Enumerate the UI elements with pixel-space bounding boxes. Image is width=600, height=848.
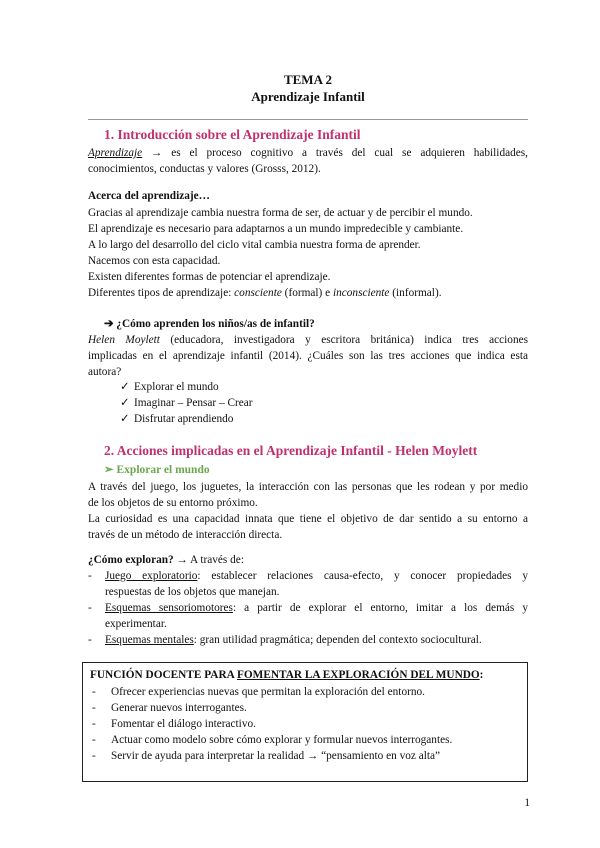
box-item xyxy=(92,717,532,732)
dash-bullet: - xyxy=(92,734,96,746)
dash-bullet: - xyxy=(92,702,96,714)
tipos-suffix: (informal). xyxy=(389,287,442,299)
dash-bullet: - xyxy=(92,718,96,730)
box-title xyxy=(90,668,530,683)
bullet-text: : gran utilidad pragmática; dependen del contexto sociocultural. xyxy=(193,634,482,646)
box-item xyxy=(92,701,532,716)
box-item xyxy=(92,733,532,748)
definition-term: Aprendizaje xyxy=(88,147,143,159)
como-question: ¿Cómo exploran? xyxy=(88,554,174,566)
box-item xyxy=(92,749,532,764)
definition-line-2: conocimientos, conductas y valores (Grosss, 2012). xyxy=(88,163,321,175)
box-item-text: Actuar como modelo sobre cómo explorar y formular nuevos interrogantes. xyxy=(111,734,453,746)
moylett-line-1 xyxy=(88,333,528,348)
definition-text-1: es el proceso cognitivo a través del cual se adquieren habilidades, xyxy=(171,147,528,159)
box-title-underlined: FOMENTAR LA EXPLORACIÓN DEL MUNDO xyxy=(236,669,480,681)
acerca-line: A lo largo del desarrollo del ciclo vital cambia nuestra forma de aprender. xyxy=(88,239,421,251)
tipos-prefix: Diferentes tipos de aprendizaje: xyxy=(88,287,235,299)
box-title-prefix: FUNCIÓN DOCENTE PARA xyxy=(90,669,237,681)
box-item-text: Fomentar el diálogo interactivo. xyxy=(111,718,256,730)
box-item-text: Ofrecer experiencias nuevas que permitan la exploración del entorno. xyxy=(111,686,425,698)
box-item xyxy=(92,685,532,700)
subsection-heading xyxy=(104,462,210,476)
page-number: 1 xyxy=(524,797,530,809)
action-item xyxy=(120,380,560,395)
moylett-text-1: (educadora, investigadora y escritora británica) indica tres acciones xyxy=(170,334,528,346)
bullet-continuation: respuestas de los objetos que manejan. xyxy=(105,586,280,598)
acerca-line: Gracias al aprendizaje cambia nuestra forma de ser, de actuar y de percibir el mundo. xyxy=(88,207,473,219)
bullet-item xyxy=(88,601,528,616)
dash-bullet: - xyxy=(88,634,92,646)
box-item-text: Servir de ayuda para interpretar la realidad → “pensamiento en voz alta” xyxy=(111,750,441,762)
bullet-item xyxy=(88,569,528,584)
definition-line-1 xyxy=(88,146,528,161)
topic-title: TEMA 2 xyxy=(283,72,333,87)
moylett-name: Helen Moylett xyxy=(88,334,160,346)
moylett-line-3: autora? xyxy=(88,366,122,378)
dash-bullet: - xyxy=(92,750,96,762)
header-divider xyxy=(88,119,528,120)
dash-bullet: - xyxy=(88,570,92,582)
acerca-line: El aprendizaje es necesario para adaptarnos a un mundo impredecible y cambiante. xyxy=(88,223,464,235)
bullet-item xyxy=(88,633,528,648)
dash-bullet: - xyxy=(92,686,96,698)
question-line xyxy=(104,317,544,332)
bullet-text: : a partir de explorar el entorno, imitar a los demás y xyxy=(232,602,528,614)
question-text: ¿Cómo aprenden los niños/as de infantil? xyxy=(116,318,315,330)
tipos-mid: (formal) e xyxy=(281,287,333,299)
action-label: Imaginar – Pensar – Crear xyxy=(134,397,253,409)
action-item xyxy=(120,396,560,411)
para2-line-2: través de un método de interacción directa. xyxy=(88,529,283,541)
action-label: Disfrutar aprendiendo xyxy=(134,413,234,425)
como-line xyxy=(88,553,528,568)
section-2-heading: 2. Acciones implicadas en el Aprendizaje Infantil - Helen Moylett xyxy=(104,443,478,458)
bullet-continuation: experimentar. xyxy=(105,618,167,630)
box-title-suffix: : xyxy=(479,669,484,681)
action-item xyxy=(120,412,560,427)
bullet-term: Juego exploratorio xyxy=(105,570,198,582)
moylett-line-2: implicadas en el aprendizaje infantil (2014). ¿Cuáles son las tres acciones que indica esta xyxy=(88,350,528,362)
tipos-consciente: consciente xyxy=(234,287,282,299)
bullet-text: : establecer relaciones causa-efecto, y conocer propiedades y xyxy=(197,570,528,582)
acerca-title: Acerca del aprendizaje… xyxy=(88,190,210,202)
topic-subtitle: Aprendizaje Infantil xyxy=(251,89,365,104)
arrow-icon: ➔ xyxy=(104,318,114,330)
acerca-line: Nacemos con esta capacidad. xyxy=(88,255,221,267)
check-icon: ✓ xyxy=(120,413,130,425)
para1-line-2: de los objetos de su entorno próximo. xyxy=(88,497,258,509)
action-label: Explorar el mundo xyxy=(134,381,219,393)
dash-bullet: - xyxy=(88,602,92,614)
acerca-line: Existen diferentes formas de potenciar el aprendizaje. xyxy=(88,271,331,283)
box-item-text: Generar nuevos interrogantes. xyxy=(111,702,247,714)
como-rest: → A través de: xyxy=(173,554,244,566)
bullet-term: Esquemas mentales xyxy=(105,634,194,646)
bullet-term: Esquemas sensoriomotores xyxy=(105,602,233,614)
tipos-line xyxy=(88,286,528,301)
subsection-title: Explorar el mundo xyxy=(116,464,210,476)
tipos-inconsciente: inconsciente xyxy=(332,287,390,299)
arrowhead-icon: ➢ xyxy=(104,464,114,476)
para2-line-1: La curiosidad es una capacidad innata que tiene el objetivo de dar sentido a su entorno a xyxy=(88,513,528,525)
definition-arrow: → xyxy=(151,147,163,159)
para1-line-1: A través del juego, los juguetes, la interacción con las personas que les rodean y por medio xyxy=(88,481,528,493)
check-icon: ✓ xyxy=(120,397,130,409)
section-1-heading: 1. Introducción sobre el Aprendizaje Infantil xyxy=(104,127,361,142)
check-icon: ✓ xyxy=(120,381,130,393)
